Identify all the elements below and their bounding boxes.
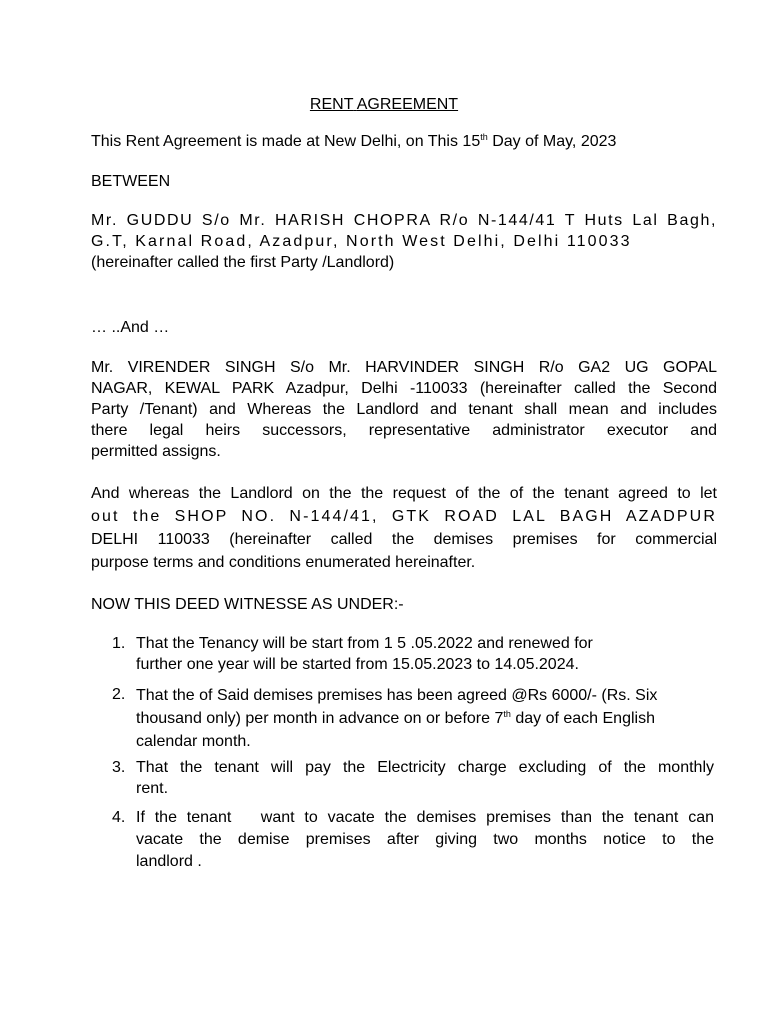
term-number: 4. [112, 809, 126, 826]
term-number: 1. [112, 635, 126, 652]
first-party-line: (hereinafter called the first Party /Landlord) [91, 254, 395, 271]
term-line: That the Tenancy will be start from 1 5 .05.2022 and renewed for [136, 635, 593, 652]
document-title [0, 94, 768, 115]
term-text: thousand only) per month in advance on or before 7 [136, 710, 504, 727]
term-superscript: th [503, 709, 511, 719]
term-line: vacate the demise premises after giving two months notice to the [136, 831, 714, 848]
whereas-paragraph [91, 482, 717, 574]
term-number: 3. [112, 759, 126, 776]
title-word-agreement: AGREEMENT [356, 96, 459, 113]
second-party-line: Mr. VIRENDER SINGH S/o Mr. HARVINDER SINGH R/o GA2 UG GOPAL [91, 359, 717, 376]
first-party-paragraph [91, 210, 717, 273]
second-party-paragraph [91, 357, 717, 462]
intro-line [91, 131, 717, 152]
whereas-line: out the SHOP NO. N-144/41, GTK ROAD LAL BAGH AZADPUR [91, 508, 717, 525]
title-word-rent: RENT [309, 96, 354, 113]
between-heading: BETWEEN [91, 173, 171, 190]
first-party-line: G.T, Karnal Road, Azadpur, North West Delhi, Delhi 110033 [91, 233, 632, 250]
intro-superscript: th [480, 132, 488, 142]
term-line: That the tenant will pay the Electricity charge excluding of the monthly [136, 759, 714, 776]
witness-heading: NOW THIS DEED WITNESSE AS UNDER:- [91, 596, 404, 613]
term-line: calendar month. [136, 733, 251, 750]
whereas-line: DELHI 110033 (hereinafter called the demises premises for commercial [91, 531, 717, 548]
first-party-line: Mr. GUDDU S/o Mr. HARISH CHOPRA R/o N-144/41 T Huts Lal Bagh, [91, 212, 717, 229]
term-number: 2. [112, 686, 126, 703]
second-party-line: there legal heirs successors, representative administrator executor and [91, 422, 717, 439]
term-line [136, 707, 714, 730]
term-line: That the of Said demises premises has been agreed @Rs 6000/- (Rs. Six [136, 687, 658, 704]
intro-text-end: Day of May, 2023 [487, 133, 617, 150]
term-line: landlord . [136, 853, 202, 870]
second-party-line: NAGAR, KEWAL PARK Azadpur, Delhi -110033 (hereinafter called the Second [91, 380, 717, 397]
and-separator: … ..And … [91, 319, 170, 336]
second-party-line: Party /Tenant) and Whereas the Landlord and tenant shall mean and includes [91, 401, 717, 418]
term-line: further one year will be started from 15.05.2023 to 14.05.2024. [136, 656, 579, 673]
intro-text: This Rent Agreement is made at New Delhi, on This 15 [91, 133, 481, 150]
term-line: If the tenant want to vacate the demises premises than the tenant can [136, 809, 714, 826]
term-text: day of each English [510, 710, 655, 727]
term-line: rent. [136, 780, 169, 797]
whereas-line: purpose terms and conditions enumerated hereinafter. [91, 554, 476, 571]
whereas-line: And whereas the Landlord on the the request of the of the tenant agreed to let [91, 485, 717, 502]
second-party-line: permitted assigns. [91, 443, 221, 460]
